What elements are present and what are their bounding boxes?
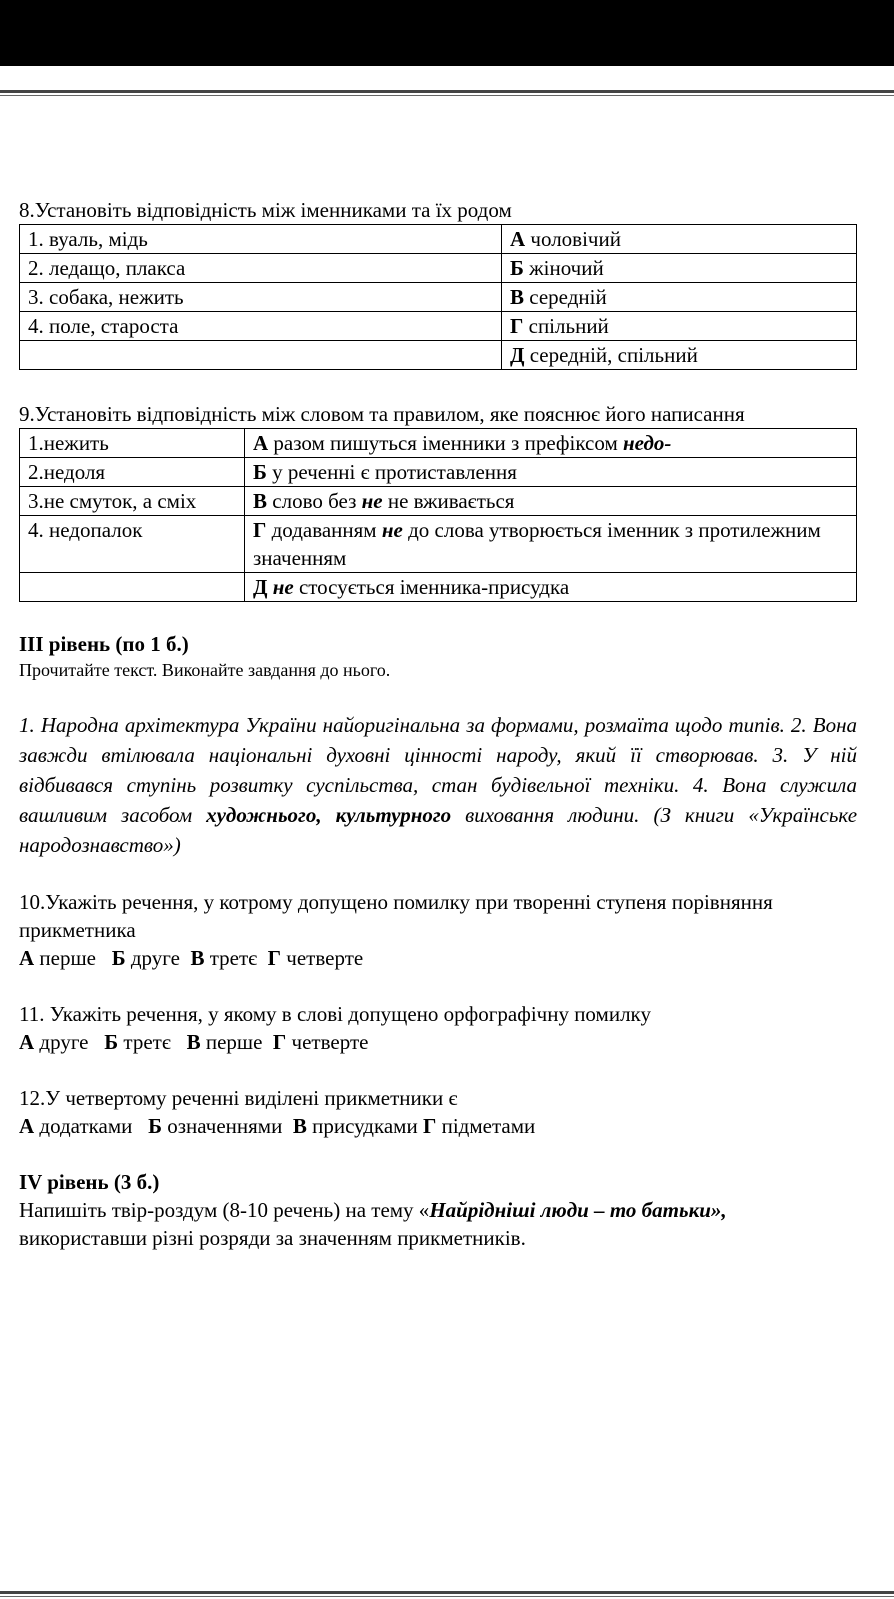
q9-title: 9.Установіть відповідність між словом та правилом, яке пояснює його написання — [19, 402, 745, 426]
option-text: четверте — [286, 946, 364, 970]
option-letter: Б — [104, 1030, 119, 1054]
option-text: друге — [39, 1030, 89, 1054]
option-text: середній — [529, 285, 607, 309]
question-12 — [19, 1084, 857, 1140]
top-black-band — [0, 0, 894, 66]
level3-title: III рівень (по 1 б.) — [19, 632, 189, 656]
q8-table — [19, 224, 857, 370]
option-letter: Г — [422, 1114, 437, 1138]
rule-emphasis: недо- — [622, 431, 672, 455]
question-10 — [19, 888, 857, 972]
level4-theme: Найрідніші люди – то батьки», — [429, 1198, 727, 1222]
option-letter: Б — [510, 256, 524, 280]
table-row — [20, 254, 857, 283]
table-row — [20, 312, 857, 341]
level4-task-text: Напишіть твір-роздум (8-10 речень) на тему « — [19, 1198, 430, 1222]
option-text: третє — [123, 1030, 171, 1054]
q8-right-cell — [502, 312, 857, 341]
table-row — [20, 516, 857, 573]
option-text: підметами — [441, 1114, 536, 1138]
option-letter: А — [19, 946, 35, 970]
q9-left-cell: 2.недоля — [20, 458, 245, 487]
option-letter: В — [190, 946, 205, 970]
option-text: перше — [39, 946, 96, 970]
rule-emphasis: не — [272, 575, 294, 599]
option-letter: Д — [253, 575, 268, 599]
option-letter: А — [253, 431, 269, 455]
q9-left-cell — [20, 573, 245, 602]
rule-text: у реченні є протиставлення — [272, 460, 517, 484]
rule-text: слово без — [272, 489, 357, 513]
option-letter: А — [19, 1114, 35, 1138]
q10-text: 10.Укажіть речення, у котрому допущено помилку при творенні ступеня порівняння прикметника — [19, 890, 773, 942]
table-row — [20, 487, 857, 516]
footer-rule — [0, 1591, 894, 1594]
q8-left-cell: 2. ледащо, плакса — [20, 254, 502, 283]
q8-left-cell: 1. вуаль, мідь — [20, 225, 502, 254]
option-text: чоловічий — [530, 227, 621, 251]
question-11 — [19, 1000, 857, 1056]
table-row — [20, 429, 857, 458]
passage-text: 1. Народна архітектура України найоригінальна за формами, розмаїта щодо типів. 2. Вона завжди втілювала національні духовні цінності народу, який її створював. 3. У ній відбивався ступінь розвитку суспільства, стан будівельної техніки. 4. Вона служила вашливим засобом — [19, 713, 857, 827]
option-letter: Д — [510, 343, 525, 367]
q9-right-cell — [245, 458, 857, 487]
header-rule — [0, 90, 894, 93]
q8-left-cell: 3. собака, нежить — [20, 283, 502, 312]
q9-right-cell — [245, 573, 857, 602]
option-letter: Г — [267, 946, 282, 970]
q8-right-cell — [502, 225, 857, 254]
option-letter: Б — [148, 1114, 163, 1138]
header-rule-thin — [0, 95, 894, 96]
rule-text: разом пишуться іменники з префіксом — [273, 431, 618, 455]
option-letter: В — [510, 285, 525, 309]
option-text: означеннями — [167, 1114, 283, 1138]
q8-title: 8.Установіть відповідність між іменниками та їх родом — [19, 198, 512, 222]
rule-emphasis: не — [361, 489, 383, 513]
option-letter: Б — [253, 460, 267, 484]
q11-text: 11. Укажіть речення, у якому в слові допущено орфографічну помилку — [19, 1002, 651, 1026]
q8-left-cell — [20, 341, 502, 370]
option-text: середній, спільний — [529, 343, 698, 367]
q12-text: 12.У четвертому реченні виділені прикметники є — [19, 1086, 458, 1110]
table-row — [20, 283, 857, 312]
passage-source: виховання людини. (З книги «Українське народознавство») — [19, 803, 858, 857]
q9-right-cell — [245, 429, 857, 458]
worksheet-content — [19, 196, 857, 1252]
q10-options — [19, 944, 857, 972]
q9-left-cell: 4. недопалок — [20, 516, 245, 573]
q9-table — [19, 428, 857, 602]
q8-left-cell: 4. поле, староста — [20, 312, 502, 341]
option-text: третє — [209, 946, 258, 970]
option-letter: В — [292, 1114, 307, 1138]
option-letter: Г — [510, 314, 524, 338]
option-letter: А — [19, 1030, 35, 1054]
q8-right-cell — [502, 283, 857, 312]
level4-title: IV рівень (3 б.) — [19, 1170, 160, 1194]
option-text: четверте — [291, 1030, 369, 1054]
rule-text-after: не вживається — [387, 489, 515, 513]
option-text: друге — [130, 946, 180, 970]
option-text: додатками — [39, 1114, 133, 1138]
q11-options — [19, 1028, 857, 1056]
q9-left-cell: 3.не смуток, а сміх — [20, 487, 245, 516]
option-letter: В — [186, 1030, 201, 1054]
level4-task — [19, 1196, 857, 1252]
option-text: жіночий — [529, 256, 604, 280]
reading-passage — [19, 710, 857, 860]
rule-text: додаванням — [271, 518, 377, 542]
option-letter: Г — [253, 518, 267, 542]
option-letter: В — [253, 489, 268, 513]
rule-text-after: стосується іменника-присудка — [298, 575, 570, 599]
option-letter: Б — [111, 946, 126, 970]
option-text: перше — [205, 1030, 263, 1054]
table-row — [20, 341, 857, 370]
level4-task-end: використавши різні розряди за значенням прикметників. — [19, 1226, 526, 1250]
option-text: спільний — [528, 314, 609, 338]
table-row — [20, 225, 857, 254]
rule-emphasis: не — [381, 518, 403, 542]
rule-text-after: до слова утворюється іменник з протилежним значенням — [253, 518, 821, 570]
option-letter: А — [510, 227, 526, 251]
table-row — [20, 458, 857, 487]
q12-options — [19, 1112, 857, 1140]
option-letter: Г — [272, 1030, 287, 1054]
q9-left-cell: 1.нежить — [20, 429, 245, 458]
option-text: присудками — [312, 1114, 418, 1138]
q8-right-cell — [502, 254, 857, 283]
q9-right-cell — [245, 487, 857, 516]
footer-rule-thin — [0, 1596, 894, 1597]
level3-instruction: Прочитайте текст. Виконайте завдання до нього. — [19, 660, 391, 680]
table-row — [20, 573, 857, 602]
q8-right-cell — [502, 341, 857, 370]
passage-highlighted-adjectives: художнього, культурного — [206, 803, 452, 827]
q9-right-cell — [245, 516, 857, 573]
